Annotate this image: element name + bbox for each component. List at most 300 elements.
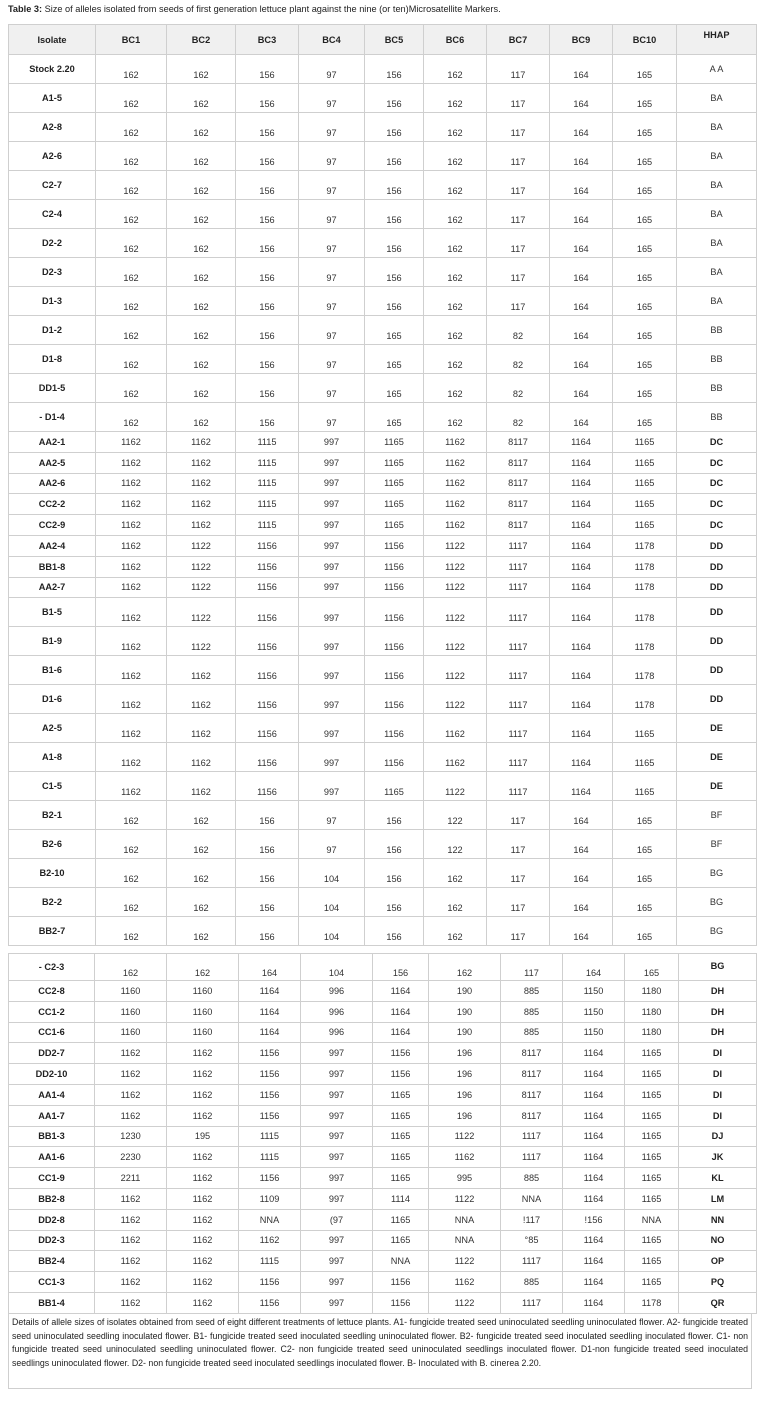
allele-cell: 1162 bbox=[96, 627, 167, 656]
allele-cell: 165 bbox=[613, 113, 677, 142]
allele-cell: 162 bbox=[424, 200, 487, 229]
allele-cell: 117 bbox=[487, 142, 550, 171]
allele-cell: 997 bbox=[301, 1251, 373, 1272]
isolate-cell: A2-5 bbox=[9, 714, 96, 743]
allele-cell: 97 bbox=[299, 55, 365, 84]
allele-cell: 8117 bbox=[501, 1043, 563, 1064]
allele-cell: 1162 bbox=[167, 473, 236, 494]
allele-cell: 162 bbox=[424, 84, 487, 113]
allele-cell: 1117 bbox=[487, 656, 550, 685]
table-row bbox=[9, 1147, 757, 1168]
allele-cell: 997 bbox=[301, 1064, 373, 1085]
hhap-cell: DC bbox=[677, 515, 757, 536]
allele-cell: 156 bbox=[365, 287, 424, 316]
allele-cell: 1162 bbox=[424, 743, 487, 772]
allele-cell: 1162 bbox=[95, 1043, 167, 1064]
hhap-cell: BA bbox=[677, 200, 757, 229]
allele-cell: 164 bbox=[550, 403, 613, 432]
allele-cell: 1117 bbox=[487, 577, 550, 598]
allele-cell: 1165 bbox=[625, 1147, 679, 1168]
allele-cell: 1156 bbox=[239, 1168, 301, 1189]
allele-cell: 162 bbox=[167, 84, 236, 113]
allele-cell: 1162 bbox=[167, 772, 236, 801]
allele-cell: 122 bbox=[424, 830, 487, 859]
allele-cell: 1156 bbox=[365, 656, 424, 685]
allele-cell: 1156 bbox=[365, 598, 424, 627]
hhap-cell: BB bbox=[677, 403, 757, 432]
allele-cell: 1165 bbox=[373, 1126, 429, 1147]
allele-cell: 165 bbox=[613, 200, 677, 229]
allele-cell: 104 bbox=[299, 917, 365, 946]
allele-cell: 162 bbox=[424, 287, 487, 316]
allele-cell: 1178 bbox=[613, 598, 677, 627]
allele-cell: NNA bbox=[501, 1188, 563, 1209]
allele-cell: 1117 bbox=[487, 556, 550, 577]
allele-cell: 164 bbox=[550, 171, 613, 200]
allele-cell: 1164 bbox=[373, 1022, 429, 1043]
allele-cell: 156 bbox=[365, 113, 424, 142]
allele-cell: NNA bbox=[625, 1209, 679, 1230]
allele-cell: 156 bbox=[236, 113, 299, 142]
allele-cell: 1122 bbox=[429, 1188, 501, 1209]
allele-cell: 1156 bbox=[236, 598, 299, 627]
allele-cell: 1156 bbox=[365, 535, 424, 556]
allele-cell: 1122 bbox=[167, 535, 236, 556]
allele-cell: 1122 bbox=[424, 556, 487, 577]
allele-cell: 1156 bbox=[239, 1105, 301, 1126]
allele-cell: 997 bbox=[301, 1168, 373, 1189]
allele-cell: 995 bbox=[429, 1168, 501, 1189]
allele-cell: 156 bbox=[236, 171, 299, 200]
isolate-cell: CC1-6 bbox=[9, 1022, 95, 1043]
allele-cell: 156 bbox=[236, 200, 299, 229]
allele-cell: 885 bbox=[501, 1272, 563, 1293]
allele-cell: 162 bbox=[167, 345, 236, 374]
allele-cell: 997 bbox=[299, 494, 365, 515]
allele-cell: 1164 bbox=[563, 1292, 625, 1313]
hhap-cell: BF bbox=[677, 830, 757, 859]
header-bc3: BC3 bbox=[236, 25, 299, 55]
allele-cell: 156 bbox=[236, 287, 299, 316]
allele-cell: 1117 bbox=[487, 772, 550, 801]
isolate-cell: AA2-1 bbox=[9, 432, 96, 453]
table-footnote: Details of allele sizes of isolates obtained from seed of eight different treatments of lettuce plants. A1- fungicide treated seed uninoculated seedling uninoculated flower. A2- fungicide treated seed uninoculated seedling inoculated flower. B1- fungicide treated seed inoculated seedling uninoculated flower. B2- fungicide treated seed inoculated seedling inoculated flower. C1- non fungicide treated seed uninoculated seedling uninoculated flower. C2- non fungicide treated seed uninoculated seedlings inoculated flower. D1-non fungicide treated seed inoculated seedlings uninoculated flower. D2- non fungicide treated seed inoculated seedlings inoculated flower. B- Inoculated with B. cinerea 2.20. bbox=[8, 1313, 752, 1389]
allele-cell: 162 bbox=[96, 859, 167, 888]
isolate-cell: C2-4 bbox=[9, 200, 96, 229]
allele-cell: 162 bbox=[424, 403, 487, 432]
allele-cell: 997 bbox=[299, 714, 365, 743]
allele-cell: 1165 bbox=[625, 1168, 679, 1189]
allele-cell: 97 bbox=[299, 171, 365, 200]
allele-cell: 97 bbox=[299, 801, 365, 830]
allele-cell: 1165 bbox=[613, 714, 677, 743]
table-row bbox=[9, 1084, 757, 1105]
allele-cell: 1115 bbox=[239, 1126, 301, 1147]
allele-cell: 156 bbox=[365, 859, 424, 888]
allele-cell: 1162 bbox=[96, 515, 167, 536]
allele-cell: 117 bbox=[501, 954, 563, 981]
allele-cell: 117 bbox=[487, 917, 550, 946]
allele-cell: 1156 bbox=[365, 714, 424, 743]
allele-cell: 164 bbox=[239, 954, 301, 981]
allele-cell: 156 bbox=[236, 142, 299, 171]
table-row bbox=[9, 598, 757, 627]
isolate-cell: C1-5 bbox=[9, 772, 96, 801]
allele-cell: 1165 bbox=[625, 1251, 679, 1272]
allele-cell: 165 bbox=[365, 345, 424, 374]
allele-cell: 1160 bbox=[167, 1022, 239, 1043]
allele-cell: 162 bbox=[424, 113, 487, 142]
allele-cell: 97 bbox=[299, 830, 365, 859]
allele-cell: 165 bbox=[613, 888, 677, 917]
allele-cell: 1117 bbox=[501, 1292, 563, 1313]
isolate-cell: DD2-3 bbox=[9, 1230, 95, 1251]
allele-cell: 1162 bbox=[167, 714, 236, 743]
allele-cell: 1180 bbox=[625, 981, 679, 1002]
isolate-cell: A2-6 bbox=[9, 142, 96, 171]
isolate-cell: BB2-8 bbox=[9, 1188, 95, 1209]
table-row bbox=[9, 515, 757, 536]
allele-cell: 117 bbox=[487, 801, 550, 830]
hhap-cell: PQ bbox=[679, 1272, 757, 1293]
hhap-cell: BG bbox=[677, 888, 757, 917]
allele-cell: 1165 bbox=[365, 452, 424, 473]
allele-cell: (97 bbox=[301, 1209, 373, 1230]
allele-cell: 1162 bbox=[429, 1147, 501, 1168]
header-bc4: BC4 bbox=[299, 25, 365, 55]
isolate-cell: CC2-8 bbox=[9, 981, 95, 1002]
allele-cell: 162 bbox=[424, 142, 487, 171]
allele-cell: 885 bbox=[501, 1001, 563, 1022]
allele-cell: 117 bbox=[487, 200, 550, 229]
allele-cell: 997 bbox=[301, 1084, 373, 1105]
allele-cell: 1164 bbox=[550, 714, 613, 743]
allele-cell: 1165 bbox=[373, 1168, 429, 1189]
isolate-cell: B1-5 bbox=[9, 598, 96, 627]
header-bc10: BC10 bbox=[613, 25, 677, 55]
allele-cell: 97 bbox=[299, 200, 365, 229]
allele-cell: 1165 bbox=[373, 1230, 429, 1251]
table-row bbox=[9, 743, 757, 772]
allele-cell: 997 bbox=[299, 685, 365, 714]
allele-cell: 1178 bbox=[613, 627, 677, 656]
allele-cell: 104 bbox=[299, 859, 365, 888]
allele-cell: 162 bbox=[424, 316, 487, 345]
allele-cell: 1165 bbox=[373, 1209, 429, 1230]
table-row bbox=[9, 345, 757, 374]
allele-cell: 156 bbox=[365, 258, 424, 287]
allele-cell: 1122 bbox=[167, 627, 236, 656]
allele-cell: 1150 bbox=[563, 981, 625, 1002]
allele-cell: 156 bbox=[236, 345, 299, 374]
allele-cell: 1160 bbox=[167, 981, 239, 1002]
allele-cell: 1164 bbox=[373, 981, 429, 1002]
allele-cell: 162 bbox=[167, 403, 236, 432]
allele-cell: 162 bbox=[96, 287, 167, 316]
hhap-cell: DD bbox=[677, 656, 757, 685]
allele-cell: 1162 bbox=[95, 1188, 167, 1209]
allele-cell: 156 bbox=[365, 142, 424, 171]
allele-cell: 162 bbox=[96, 316, 167, 345]
allele-cell: 997 bbox=[299, 473, 365, 494]
allele-cell: 1162 bbox=[95, 1230, 167, 1251]
allele-cell: 1160 bbox=[95, 981, 167, 1002]
allele-cell: 165 bbox=[613, 84, 677, 113]
allele-table-part-2 bbox=[8, 953, 757, 1314]
allele-cell: 162 bbox=[167, 229, 236, 258]
allele-cell: 1156 bbox=[373, 1043, 429, 1064]
allele-cell: 164 bbox=[550, 229, 613, 258]
allele-cell: 82 bbox=[487, 374, 550, 403]
allele-cell: 156 bbox=[236, 830, 299, 859]
table-row bbox=[9, 494, 757, 515]
allele-cell: 1122 bbox=[167, 556, 236, 577]
allele-cell: 162 bbox=[167, 258, 236, 287]
allele-cell: 1122 bbox=[424, 627, 487, 656]
isolate-cell: D2-3 bbox=[9, 258, 96, 287]
table-row bbox=[9, 142, 757, 171]
allele-cell: 162 bbox=[96, 229, 167, 258]
allele-cell: 1165 bbox=[613, 772, 677, 801]
allele-cell: 1162 bbox=[95, 1084, 167, 1105]
allele-cell: 196 bbox=[429, 1064, 501, 1085]
hhap-cell: DE bbox=[677, 743, 757, 772]
allele-cell: 117 bbox=[487, 859, 550, 888]
allele-cell: 1156 bbox=[236, 627, 299, 656]
allele-cell: 1162 bbox=[167, 1064, 239, 1085]
allele-cell: 164 bbox=[550, 345, 613, 374]
allele-cell: 1162 bbox=[95, 1292, 167, 1313]
table-row bbox=[9, 432, 757, 453]
table-row bbox=[9, 84, 757, 113]
allele-cell: 156 bbox=[365, 801, 424, 830]
allele-cell: 156 bbox=[236, 374, 299, 403]
allele-cell: 1162 bbox=[429, 1272, 501, 1293]
allele-cell: 1117 bbox=[487, 743, 550, 772]
allele-cell: 1162 bbox=[167, 743, 236, 772]
allele-cell: 165 bbox=[613, 345, 677, 374]
allele-cell: 997 bbox=[301, 1043, 373, 1064]
allele-cell: 156 bbox=[365, 55, 424, 84]
allele-cell: 117 bbox=[487, 84, 550, 113]
allele-cell: 165 bbox=[613, 55, 677, 84]
isolate-cell: D1-3 bbox=[9, 287, 96, 316]
allele-cell: 156 bbox=[236, 859, 299, 888]
allele-cell: NNA bbox=[239, 1209, 301, 1230]
allele-cell: 1162 bbox=[96, 535, 167, 556]
allele-cell: 1156 bbox=[236, 535, 299, 556]
isolate-cell: DD2-10 bbox=[9, 1064, 95, 1085]
allele-cell: 1156 bbox=[236, 656, 299, 685]
allele-cell: 165 bbox=[613, 142, 677, 171]
allele-cell: 1117 bbox=[487, 535, 550, 556]
allele-cell: 1164 bbox=[563, 1230, 625, 1251]
table-row bbox=[9, 287, 757, 316]
allele-cell: 1115 bbox=[239, 1147, 301, 1168]
isolate-cell: AA2-5 bbox=[9, 452, 96, 473]
header-bc9: BC9 bbox=[550, 25, 613, 55]
table-row bbox=[9, 714, 757, 743]
allele-cell: 1156 bbox=[236, 743, 299, 772]
table-caption-text: Size of alleles isolated from seeds of first generation lettuce plant against the nine (or ten)Microsatellite Markers. bbox=[42, 4, 501, 14]
table-row bbox=[9, 452, 757, 473]
isolate-cell: DD2-7 bbox=[9, 1043, 95, 1064]
allele-cell: 165 bbox=[613, 258, 677, 287]
header-bc6: BC6 bbox=[424, 25, 487, 55]
allele-cell: 1162 bbox=[167, 1272, 239, 1293]
allele-cell: 997 bbox=[299, 598, 365, 627]
header-bc1: BC1 bbox=[96, 25, 167, 55]
isolate-cell: DD2-8 bbox=[9, 1209, 95, 1230]
allele-cell: 1164 bbox=[563, 1126, 625, 1147]
hhap-cell: BB bbox=[677, 345, 757, 374]
allele-cell: 162 bbox=[167, 954, 239, 981]
hhap-cell: NO bbox=[679, 1230, 757, 1251]
allele-cell: 1165 bbox=[613, 452, 677, 473]
allele-cell: 164 bbox=[550, 888, 613, 917]
allele-cell: 1117 bbox=[501, 1126, 563, 1147]
allele-cell: 1162 bbox=[95, 1064, 167, 1085]
allele-cell: 996 bbox=[301, 1001, 373, 1022]
allele-cell: 1178 bbox=[613, 656, 677, 685]
isolate-cell: BB1-4 bbox=[9, 1292, 95, 1313]
allele-cell: 1156 bbox=[239, 1064, 301, 1085]
isolate-cell: D1-6 bbox=[9, 685, 96, 714]
allele-cell: 1178 bbox=[613, 535, 677, 556]
allele-cell: 1162 bbox=[167, 656, 236, 685]
allele-cell: 1164 bbox=[563, 1188, 625, 1209]
table-body-part-1 bbox=[9, 55, 757, 946]
allele-cell: 162 bbox=[429, 954, 501, 981]
allele-cell: 156 bbox=[365, 830, 424, 859]
allele-cell: 1164 bbox=[239, 1022, 301, 1043]
allele-cell: 1117 bbox=[501, 1251, 563, 1272]
allele-cell: 1162 bbox=[167, 1292, 239, 1313]
isolate-cell: AA2-4 bbox=[9, 535, 96, 556]
allele-cell: 1165 bbox=[365, 515, 424, 536]
allele-cell: 1150 bbox=[563, 1001, 625, 1022]
allele-cell: 997 bbox=[299, 656, 365, 685]
allele-cell: 1164 bbox=[373, 1001, 429, 1022]
allele-cell: 1122 bbox=[429, 1292, 501, 1313]
allele-cell: 1164 bbox=[550, 577, 613, 598]
table-row bbox=[9, 1043, 757, 1064]
allele-cell: 1162 bbox=[167, 1188, 239, 1209]
allele-cell: 196 bbox=[429, 1043, 501, 1064]
allele-cell: 162 bbox=[167, 917, 236, 946]
allele-cell: 1162 bbox=[95, 1251, 167, 1272]
allele-cell: 1164 bbox=[550, 494, 613, 515]
allele-cell: 1178 bbox=[613, 556, 677, 577]
allele-cell: 165 bbox=[613, 859, 677, 888]
isolate-cell: B2-2 bbox=[9, 888, 96, 917]
allele-cell: 997 bbox=[299, 772, 365, 801]
allele-cell: 97 bbox=[299, 345, 365, 374]
hhap-cell: DD bbox=[677, 685, 757, 714]
allele-cell: 162 bbox=[96, 830, 167, 859]
allele-cell: 164 bbox=[550, 142, 613, 171]
allele-cell: 1162 bbox=[167, 1168, 239, 1189]
allele-cell: 164 bbox=[550, 830, 613, 859]
allele-cell: 165 bbox=[613, 171, 677, 200]
allele-cell: 1156 bbox=[236, 556, 299, 577]
allele-cell: 162 bbox=[167, 859, 236, 888]
allele-cell: 117 bbox=[487, 113, 550, 142]
allele-cell: 156 bbox=[236, 801, 299, 830]
allele-cell: 162 bbox=[424, 345, 487, 374]
allele-cell: 1156 bbox=[373, 1064, 429, 1085]
allele-cell: 162 bbox=[96, 801, 167, 830]
allele-cell: 1115 bbox=[236, 452, 299, 473]
allele-cell: 1156 bbox=[373, 1292, 429, 1313]
allele-cell: 117 bbox=[487, 287, 550, 316]
allele-cell: 162 bbox=[424, 258, 487, 287]
allele-cell: 1162 bbox=[95, 1105, 167, 1126]
isolate-cell: CC2-9 bbox=[9, 515, 96, 536]
allele-cell: 162 bbox=[424, 55, 487, 84]
allele-cell: 156 bbox=[373, 954, 429, 981]
allele-cell: 1165 bbox=[365, 432, 424, 453]
isolate-cell: A2-8 bbox=[9, 113, 96, 142]
allele-cell: 1164 bbox=[550, 556, 613, 577]
table-row bbox=[9, 1292, 757, 1313]
allele-cell: 117 bbox=[487, 888, 550, 917]
allele-cell: 1162 bbox=[167, 452, 236, 473]
allele-cell: 97 bbox=[299, 142, 365, 171]
allele-cell: 1162 bbox=[96, 598, 167, 627]
allele-cell: 1162 bbox=[167, 1105, 239, 1126]
allele-cell: 162 bbox=[424, 917, 487, 946]
allele-cell: 1165 bbox=[365, 473, 424, 494]
allele-cell: 1164 bbox=[563, 1064, 625, 1085]
allele-cell: 1164 bbox=[563, 1147, 625, 1168]
allele-cell: 1162 bbox=[167, 1147, 239, 1168]
allele-cell: 162 bbox=[96, 142, 167, 171]
allele-cell: 1165 bbox=[613, 743, 677, 772]
hhap-cell: DC bbox=[677, 452, 757, 473]
allele-cell: 1162 bbox=[96, 556, 167, 577]
hhap-cell: BA bbox=[677, 84, 757, 113]
allele-cell: 1160 bbox=[95, 1022, 167, 1043]
allele-cell: 162 bbox=[96, 917, 167, 946]
allele-cell: 997 bbox=[299, 627, 365, 656]
allele-cell: 162 bbox=[96, 888, 167, 917]
allele-cell: 164 bbox=[550, 316, 613, 345]
allele-cell: 156 bbox=[365, 917, 424, 946]
hhap-cell: BA bbox=[677, 171, 757, 200]
allele-cell: 8117 bbox=[487, 494, 550, 515]
allele-cell: 1165 bbox=[373, 1105, 429, 1126]
isolate-cell: B2-10 bbox=[9, 859, 96, 888]
allele-cell: 997 bbox=[301, 1272, 373, 1293]
allele-cell: 1165 bbox=[625, 1084, 679, 1105]
allele-cell: 8117 bbox=[487, 452, 550, 473]
header-hhap: HHAP bbox=[677, 25, 757, 55]
isolate-cell: AA2-6 bbox=[9, 473, 96, 494]
isolate-cell: AA1-6 bbox=[9, 1147, 95, 1168]
allele-cell: 1162 bbox=[167, 1251, 239, 1272]
isolate-cell: - D1-4 bbox=[9, 403, 96, 432]
allele-cell: !156 bbox=[563, 1209, 625, 1230]
table-row bbox=[9, 1105, 757, 1126]
hhap-cell: DI bbox=[679, 1105, 757, 1126]
allele-cell: 1165 bbox=[365, 772, 424, 801]
isolate-cell: AA1-7 bbox=[9, 1105, 95, 1126]
allele-cell: 997 bbox=[299, 515, 365, 536]
allele-cell: 117 bbox=[487, 229, 550, 258]
allele-cell: 1162 bbox=[167, 685, 236, 714]
allele-cell: 1156 bbox=[365, 556, 424, 577]
